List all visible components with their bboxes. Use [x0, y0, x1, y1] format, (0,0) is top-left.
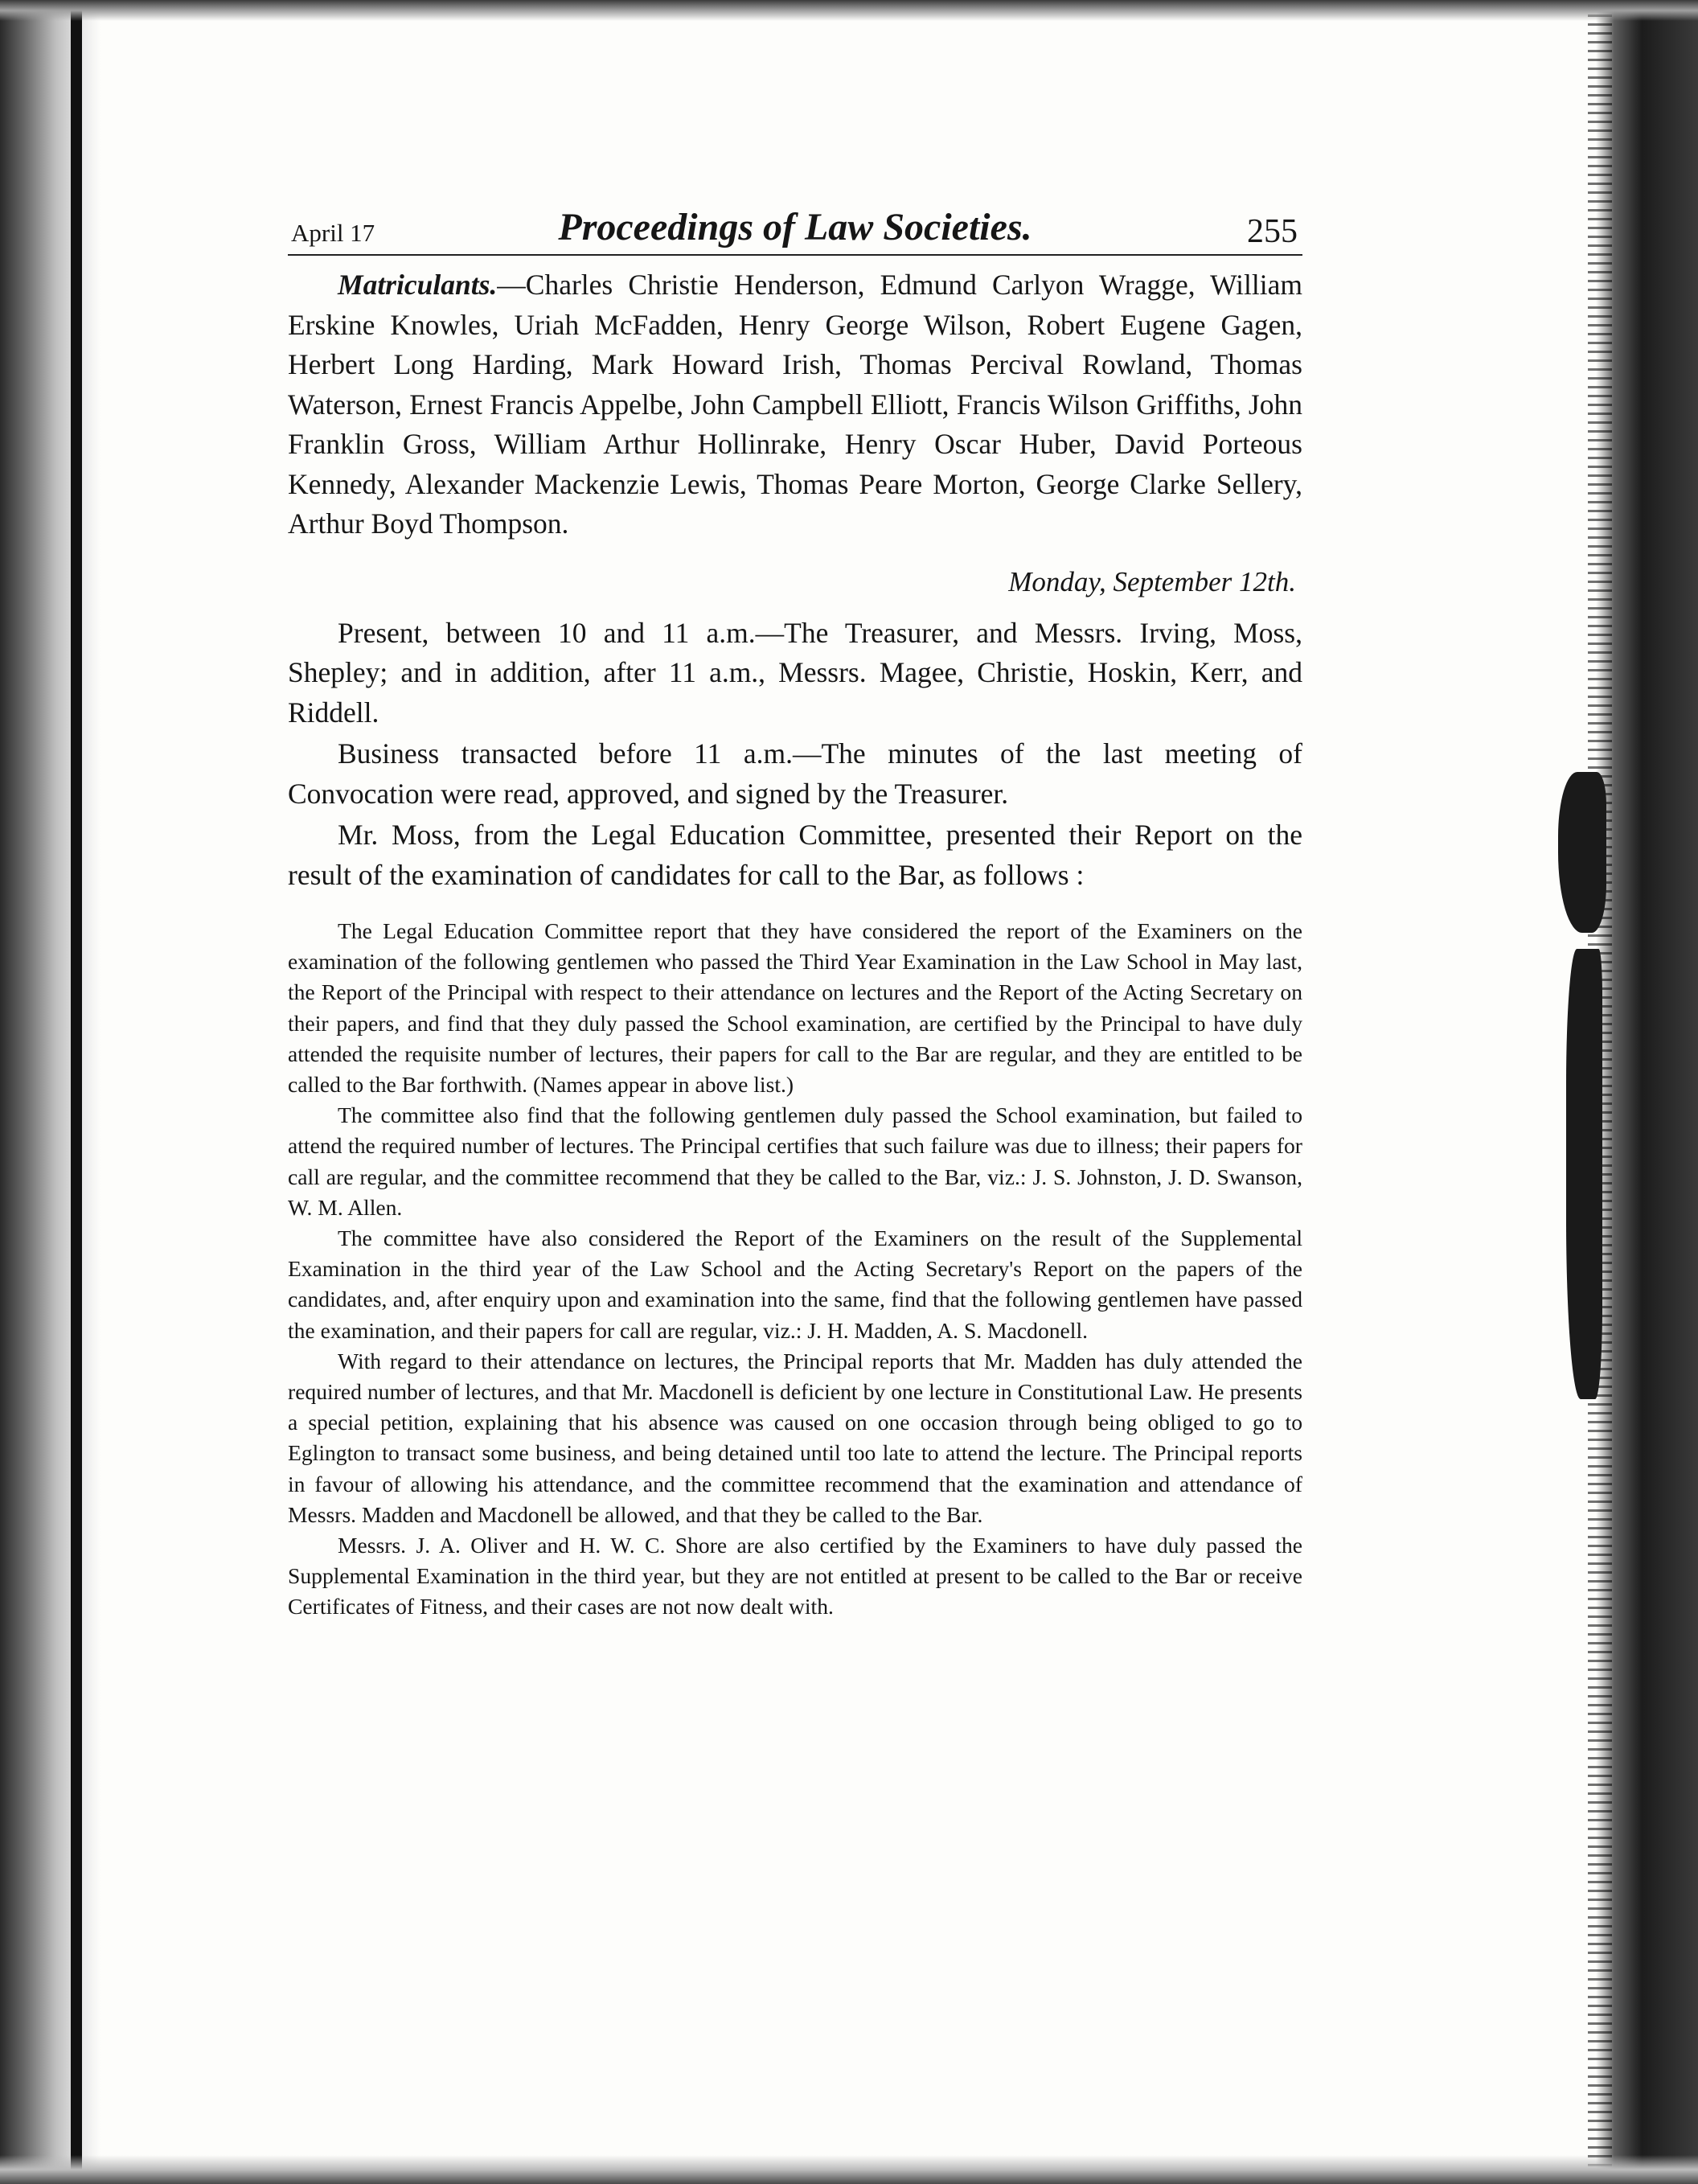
scan-left-margin-shadow	[0, 0, 100, 2184]
body-paragraph-business: Business transacted before 11 a.m.—The minutes of the last meeting of Convocation were read, approved, and signed by the Treasurer.	[288, 737, 1302, 810]
report-paragraph: With regard to their attendance on lectures, the Principal reports that Mr. Madden has duly attended the required number of lectures, and that Mr. Macdonell is deficient by one lecture in Constitutional Law. He presents a special petition, explaining that his absence was caused on one occasion through being obliged to go to Eglington to transact some business, and being detained until too late to attend the lecture. The Principal reports in favour of allowing his attendance, and the committee recommend that the examination and attendance of Messrs. Madden and Macdonell be allowed, and that they be called to the Bar.	[288, 1348, 1302, 1527]
page-number: 255	[1247, 213, 1298, 250]
report-paragraph: The committee also find that the following gentlemen duly passed the School examination, but failed to attend the required number of lectures. The Principal certifies that such failure was due to illness; their papers for call are regular, and the committee recommend that they be called to the Bar, viz.: J. S. Johnston, J. D. Swanson, W. M. Allen.	[288, 1102, 1302, 1220]
matriculants-names: —Charles Christie Henderson, Edmund Carlyon Wragge, William Erskine Knowles, Uriah McFadden, Henry George Wilson, Robert Eugene Gagen, Herbert Long Harding, Mark Howard Irish, Thomas Percival Rowland, Thomas Waterson, Ernest Francis Appelbe, John Campbell Elliott, Francis Wilson Griffiths, John Franklin Gross, William Arthur Hollinrake, Henry Oscar Huber, David Porteous Kennedy, Alexander Mackenzie Lewis, Thomas Peare Morton, George Clarke Sellery, Arthur Boyd Thompson.	[288, 269, 1302, 540]
scan-bottom-edge	[0, 2155, 1698, 2184]
running-head-date: April 17	[291, 219, 375, 247]
session-date: Monday, September 12th.	[1008, 565, 1296, 597]
report-paragraph: The committee have also considered the Report of the Examiners on the result of the Supplemental Examination in the third year of the Law School and the Acting Secretary's Report on the papers of the candidates, and, after enquiry upon and examination into the same, find that the following gentlemen have passed the examination, and their papers for call are regular, viz.: J. H. Madden, A. S. Macdonell.	[288, 1225, 1302, 1343]
body-paragraph-present: Present, between 10 and 11 a.m.—The Treasurer, and Messrs. Irving, Moss, Shepley; and in addition, after 11 a.m., Messrs. Magee, Christie, Hoskin, Kerr, and Riddell.	[288, 616, 1302, 729]
page-content	[288, 203, 1302, 1623]
running-head	[288, 203, 1302, 256]
matriculants-lead-in: Matriculants.	[338, 269, 498, 301]
report-paragraph: Messrs. J. A. Oliver and H. W. C. Shore are also certified by the Examiners to have duly passed the Supplemental Examination in the third year, but they are not entitled at present to be called to the Bar or receive Certificates of Fitness, and their cases are not now dealt with.	[288, 1533, 1302, 1620]
report-paragraph: The Legal Education Committee report that they have considered the report of the Examiners on the examination of the following gentlemen who passed the Third Year Examination in the Law School in May last, the Report of the Principal with respect to their attendance on lectures and the Report of the Acting Secretary on their papers, and find that they duly passed the School examination, are certified by the Principal to have duly attended the requisite number of lectures, their papers for call to the Bar are regular, and they are entitled to be called to the Bar forthwith. (Names appear in above list.)	[288, 918, 1302, 1098]
matriculants-paragraph	[288, 265, 1302, 544]
scan-ink-blot	[1566, 949, 1602, 1399]
scan-top-edge	[0, 0, 1698, 21]
body-paragraph-report-intro: Mr. Moss, from the Legal Education Committee, presented their Report on the result of the examination of candidates for call to the Bar, as follows :	[288, 819, 1302, 891]
running-head-title: Proceedings of Law Societies.	[558, 206, 1032, 248]
scan-binding-edge	[71, 0, 82, 2184]
committee-report	[288, 916, 1302, 1623]
scan-ink-blot	[1558, 772, 1606, 933]
